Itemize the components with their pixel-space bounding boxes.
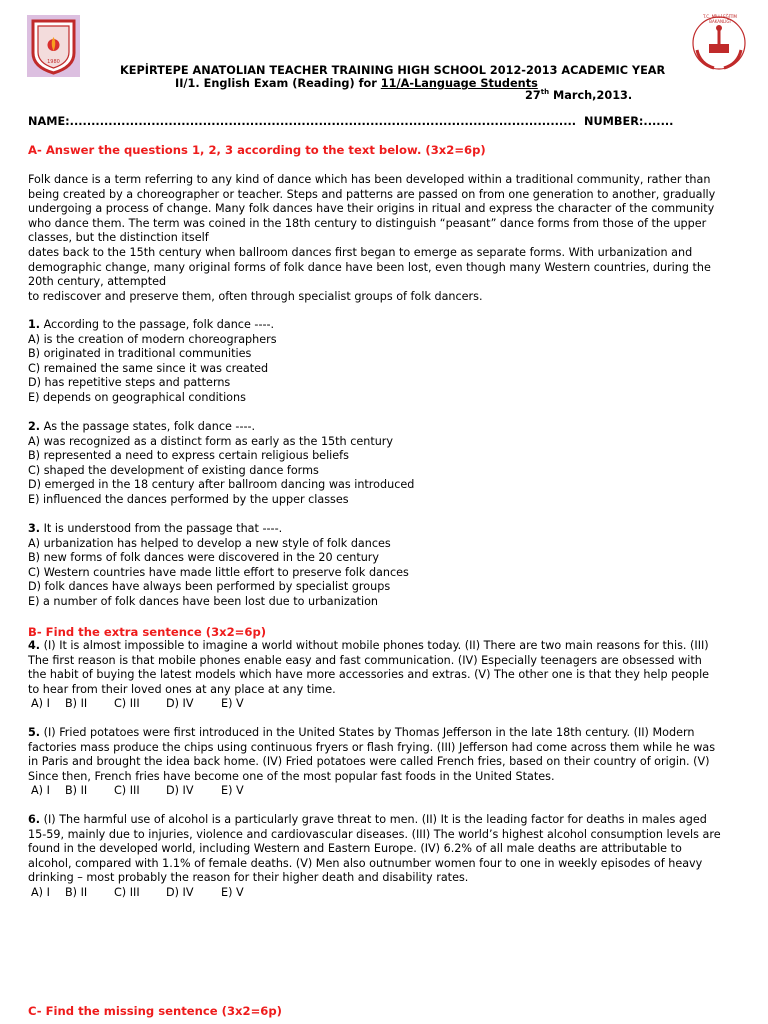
question-text: (I) It is almost impossible to imagine a world without mobile phones today. (II) There are two main reasons for this. (III) <box>40 639 709 652</box>
question-number: 6. <box>28 813 41 826</box>
logo-year: 1980 <box>47 59 60 65</box>
answer-option[interactable]: C) Western countries have made little effort to preserve folk dances <box>28 565 409 579</box>
question-text: As the passage states, folk dance ----. <box>40 420 256 433</box>
question-stem <box>28 522 746 537</box>
answer-choice[interactable]: E) V <box>221 784 244 798</box>
question-line: The first reason is that mobile phones enable easy and fast communication. (IV) Especially teenagers are obsessed with <box>28 653 702 667</box>
section-a-title: A- Answer the questions 1, 2, 3 according to the text below. (3x2=6p) <box>28 143 486 157</box>
answer-choice[interactable]: E) V <box>221 697 244 711</box>
question-1 <box>28 318 746 406</box>
question-text: (I) Fried potatoes were first introduced in the United States by Thomas Jefferson in the late 18th century. (II) Modern <box>40 726 695 739</box>
answer-option[interactable]: D) folk dances have always been performed by specialist groups <box>28 580 391 594</box>
ministry-logo-text: T.C. MİLLİ EĞİTİM BAKANLIĞI <box>703 14 737 24</box>
answer-choice[interactable]: D) IV <box>166 885 194 899</box>
school-title: KEPİRTEPE ANATOLIAN TEACHER TRAINING HIGH SCHOOL 2012-2013 ACADEMIC YEAR <box>120 64 666 77</box>
answer-option[interactable]: D) has repetitive steps and patterns <box>28 376 231 390</box>
question-number: 5. <box>28 726 41 739</box>
answer-option[interactable]: B) represented a need to express certain religious beliefs <box>28 449 349 463</box>
date-suffix: th <box>540 88 550 97</box>
passage-line: classes, but the distinction itself <box>28 231 209 245</box>
question-number: 4. <box>28 639 41 652</box>
answer-choice[interactable]: A) I <box>31 697 50 711</box>
passage-line: 20th century, attempted <box>28 275 167 289</box>
question-number: 3. <box>28 522 41 535</box>
passage-line: being created by a choreographer or teacher. Steps and patterns are passed on from one generation to another, gradually <box>28 187 716 201</box>
date-day: 27 <box>525 89 541 102</box>
answer-choice[interactable]: C) III <box>114 885 140 899</box>
answer-choices <box>28 886 746 901</box>
exam-title-prefix: II/1. English Exam (Reading) for <box>175 77 381 90</box>
name-field[interactable]: NAME:...................................................................................................................... <box>28 115 577 128</box>
answer-option[interactable]: E) depends on geographical conditions <box>28 390 246 404</box>
exam-class: 11/A-Language Students <box>380 77 538 90</box>
passage-line: demographic change, many original forms of folk dance have been lost, even though many Western countries, during the <box>28 260 711 274</box>
answer-option[interactable]: B) new forms of folk dances were discovered in the 20 century <box>28 551 380 565</box>
question-5 <box>28 726 746 799</box>
question-line: factories mass produce the chips using continuous fryers or flash frying. (III) Jefferson had come across them while he was <box>28 740 716 754</box>
answer-option[interactable]: E) a number of folk dances have been lost due to urbanization <box>28 594 379 608</box>
question-line: Since then, French fries have become one of the most popular fast foods in the United States. <box>28 769 555 783</box>
answer-choice[interactable]: D) IV <box>166 784 194 798</box>
question-line: to hear from their loved ones at any place at any time. <box>28 682 336 696</box>
number-field[interactable]: NUMBER:....... <box>584 115 674 128</box>
answer-choice[interactable]: E) V <box>221 885 244 899</box>
answer-option[interactable]: E) influenced the dances performed by the upper classes <box>28 492 349 506</box>
section-c-title: C- Find the missing sentence (3x2=6p) <box>28 1004 282 1018</box>
answer-choices <box>28 697 746 712</box>
answer-option[interactable]: A) was recognized as a distinct form as early as the 15th century <box>28 434 394 448</box>
answer-option[interactable]: B) originated in traditional communities <box>28 347 252 361</box>
date-rest: March,2013. <box>549 89 633 102</box>
section-b-title: B- Find the extra sentence (3x2=6p) <box>28 625 267 639</box>
answer-option[interactable]: C) shaped the development of existing dance forms <box>28 463 319 477</box>
answer-option[interactable]: A) urbanization has helped to develop a new style of folk dances <box>28 536 391 550</box>
answer-choice[interactable]: C) III <box>114 697 140 711</box>
question-text: According to the passage, folk dance ----. <box>40 318 275 331</box>
question-line: alcohol, compared with 1.1% of female deaths. (V) Men also outnumber women four to one in weekly episodes of heavy <box>28 856 703 870</box>
answer-choice[interactable]: A) I <box>31 784 50 798</box>
passage-line: dates back to the 15th century when ballroom dances first began to emerge as separate forms. With urbanization and <box>28 245 693 259</box>
question-text: It is understood from the passage that ----. <box>40 522 283 535</box>
answer-choice[interactable]: C) III <box>114 784 140 798</box>
answer-option[interactable]: C) remained the same since it was created <box>28 361 269 375</box>
question-line: found in the developed world, including Western and Eastern Europe. (IV) 6.2% of all male deaths are attributable to <box>28 842 682 856</box>
question-stem <box>28 420 746 435</box>
answer-choices <box>28 784 746 799</box>
answer-choice[interactable]: B) II <box>65 885 88 899</box>
passage-line: undergoing a process of change. Many folk dances have their origins in ritual and express the character of the community <box>28 202 715 216</box>
answer-choice[interactable]: B) II <box>65 784 88 798</box>
question-line <box>28 813 746 828</box>
question-line: 15-59, mainly due to injuries, violence and cardiovascular diseases. (III) The world’s highest alcohol consumption levels are <box>28 827 721 841</box>
passage-line: to rediscover and preserve them, often through specialist groups of folk dancers. <box>28 289 483 303</box>
question-2 <box>28 420 746 508</box>
question-line: the habit of buying the latest models which have more accessories and extras. (V) The other one is that they help people <box>28 668 710 682</box>
student-info-row <box>28 115 728 130</box>
question-line: drinking – most probably the reason for their higher death and disability rates. <box>28 871 469 885</box>
question-line <box>28 726 746 741</box>
question-3 <box>28 522 746 610</box>
reading-passage <box>28 173 746 304</box>
question-number: 1. <box>28 318 41 331</box>
question-4 <box>28 639 746 712</box>
answer-option[interactable]: D) emerged in the 18 century after ballroom dancing was introduced <box>28 478 415 492</box>
question-number: 2. <box>28 420 41 433</box>
question-stem <box>28 318 746 333</box>
answer-choice[interactable]: D) IV <box>166 697 194 711</box>
answer-option[interactable]: A) is the creation of modern choreographers <box>28 332 277 346</box>
question-6 <box>28 813 746 901</box>
question-line: in Paris and brought the idea back home. (IV) Fried potatoes were called French fries, based on their country of origin. (V) <box>28 755 710 769</box>
question-line <box>28 639 746 654</box>
passage-line: who dance them. The term was coined in the 18th century to distinguish “peasant” dance forms from those of the upper <box>28 216 707 230</box>
question-text: (I) The harmful use of alcohol is a particularly grave threat to men. (II) It is the leading factor for deaths in males aged <box>40 813 707 826</box>
answer-choice[interactable]: B) II <box>65 697 88 711</box>
exam-date <box>0 89 768 104</box>
passage-line: Folk dance is a term referring to any kind of dance which has been developed within a traditional community, rather than <box>28 173 711 186</box>
answer-choice[interactable]: A) I <box>31 885 50 899</box>
